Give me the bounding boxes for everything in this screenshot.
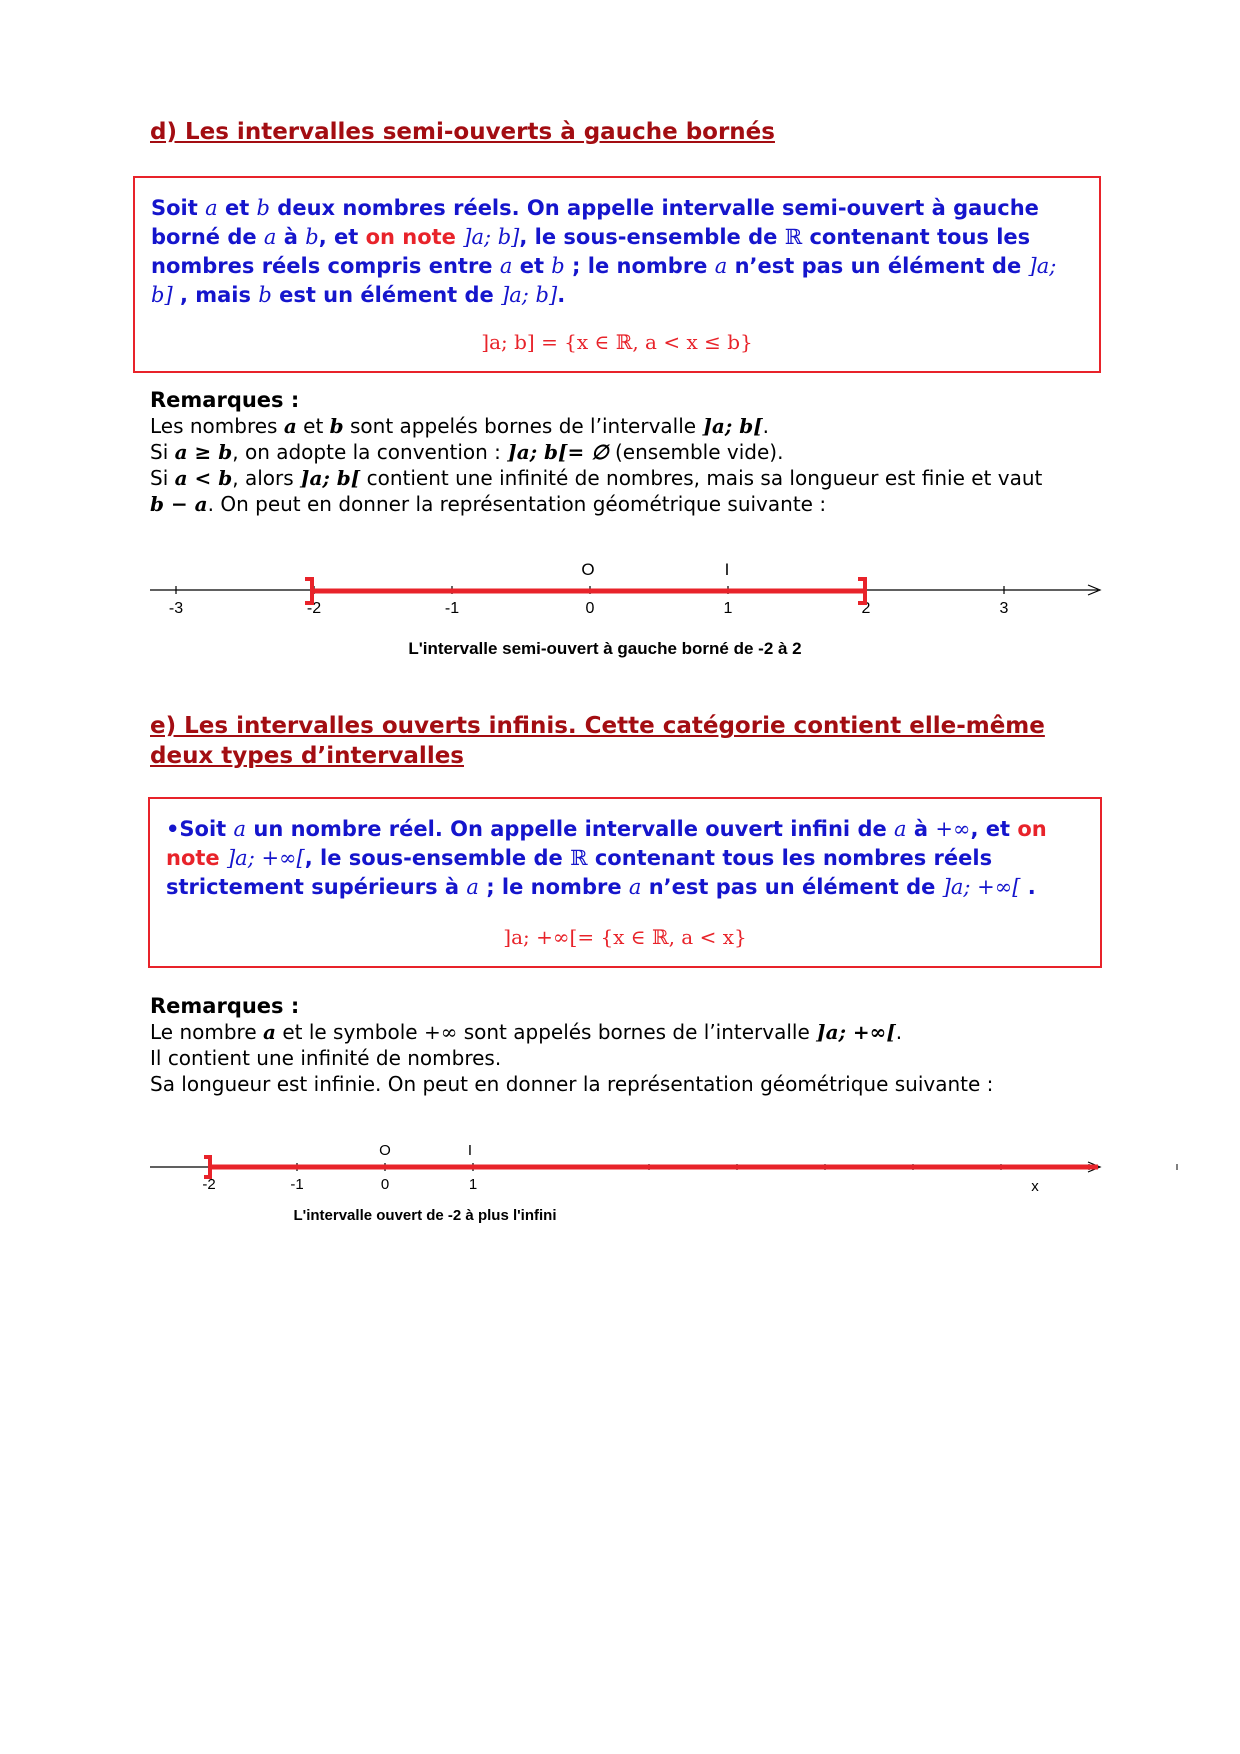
point-O-label: O (581, 560, 595, 579)
remark-line: Si a < b, alors ]a; b[ contient une infinité de nombres, mais sa longueur est finie et vaut (150, 466, 1043, 490)
section-d-remarks (150, 413, 1090, 517)
point-I-label: I (724, 560, 730, 579)
remark-line: Les nombres a et b sont appelés bornes de l’intervalle ]a; b[. (150, 414, 770, 438)
figure-caption: L'intervalle ouvert de -2 à plus l'infini (293, 1207, 557, 1224)
section-e-title-line: deux types d’intervalles (150, 743, 464, 769)
section-d-number-line (0, 550, 1240, 665)
section-e-formula: ]a; +∞[= {x ∈ ℝ, a < x} (503, 925, 747, 949)
section-e-definition-text: •Soit a un nombre réel. On appelle intervalle ouvert infini de a à +∞, et on note ]a; +∞[, le sous-ensemble de ℝ contenant tous les nombres réels strictement supérieurs à a ; le nombre a n’est pas un élément de ]a; +∞[ . (166, 817, 1047, 899)
figure-caption: L'intervalle semi-ouvert à gauche borné de -2 à 2 (408, 639, 802, 658)
tick-label: -3 (168, 600, 184, 617)
tick-label: 2 (861, 600, 871, 617)
remark-line: Le nombre a et le symbole +∞ sont appelés bornes de l’intervalle ]a; +∞[. (150, 1020, 903, 1044)
point-O-label: O (379, 1142, 391, 1159)
tick-label: 1 (468, 1176, 478, 1193)
point-I-label: I (467, 1142, 473, 1159)
tick-label: 0 (585, 600, 595, 617)
section-e-title (150, 711, 1045, 771)
remark-line: Sa longueur est infinie. On peut en donner la représentation géométrique suivante : (150, 1072, 994, 1096)
section-e-title-line: e) Les intervalles ouverts infinis. Cette catégorie contient elle-même (150, 713, 1045, 739)
section-e-remarks (150, 1019, 1090, 1097)
tick-label: -2 (306, 600, 322, 617)
tick-label: -1 (290, 1176, 304, 1193)
section-e-definition-box (148, 797, 1102, 968)
tick-label: -2 (202, 1176, 216, 1193)
section-d-title: d) Les intervalles semi-ouverts à gauche bornés (150, 119, 775, 145)
section-d-remarks-title: Remarques : (150, 388, 300, 412)
tick-label: 0 (380, 1176, 390, 1193)
section-e-remarks-title: Remarques : (150, 994, 300, 1018)
axis-x-label: x (1031, 1178, 1039, 1195)
section-e-number-line (0, 1135, 1240, 1235)
remark-line: Si a ≥ b, on adopte la convention : ]a; b[= ∅ (ensemble vide). (150, 440, 784, 464)
remark-line: Il contient une infinité de nombres. (150, 1046, 502, 1070)
section-d-definition-text: Soit a et b deux nombres réels. On appelle intervalle semi-ouvert à gauche borné de a à b, et on note ]a; b], le sous-ensemble de ℝ contenant tous les nombres réels compris entre a et b ; le nombre a n’est pas un élément de ]a; b] , mais b est un élément de ]a; b]. (151, 196, 1057, 307)
tick-label: 1 (723, 600, 733, 617)
tick-label: -1 (444, 600, 460, 617)
remark-line: b − a. On peut en donner la représentation géométrique suivante : (150, 492, 827, 516)
tick-label: 3 (999, 600, 1009, 617)
section-d-formula: ]a; b] = {x ∈ ℝ, a < x ≤ b} (481, 330, 753, 354)
section-d-definition-box (133, 176, 1101, 373)
